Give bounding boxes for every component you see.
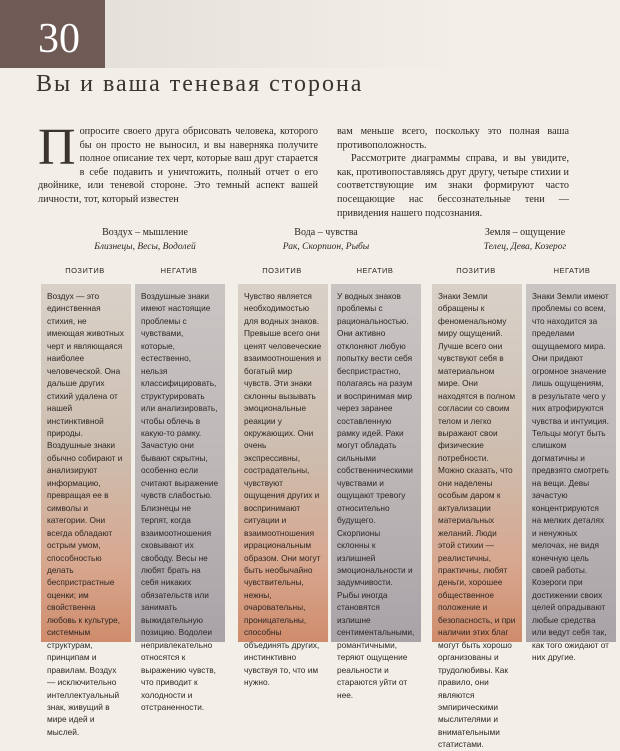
label-negative-water: НЕГАТИВ bbox=[356, 266, 394, 275]
intro-right-column bbox=[337, 125, 569, 220]
page-number: 30 bbox=[38, 16, 80, 62]
column-negative-earth bbox=[526, 284, 616, 663]
element-heading-earth: Земля – ощущение bbox=[484, 227, 566, 238]
element-signs-air: Близнецы, Весы, Водолей bbox=[94, 242, 196, 252]
intro-paragraph-1-continued: вам меньше всего, поскольку это полная ваша противоположность. bbox=[337, 126, 569, 151]
label-positive-earth: ПОЗИТИВ bbox=[456, 266, 496, 275]
element-signs-earth: Телец, Дева, Козерог bbox=[483, 242, 567, 252]
label-positive-water: ПОЗИТИВ bbox=[262, 266, 302, 275]
element-heading-water: Вода – чувства bbox=[294, 227, 358, 238]
text-negative-earth: Знаки Земли имеют проблемы со всем, что находится за пределами ощущаемого мира. Они придают огромное значение лишь ощущениям, в результате чего у них атрофируются чувства и интуиция. Тельцы могут быть слишком догматичны и предвзято смотреть на вещи. Девы зачастую концентрируются на мелких деталях и ненужных мелочах, не видя конечную цель своей работы. Козероги при достижении своих целей опрадывают любые средства или ведут себя так, как того ожидают от них другие. bbox=[532, 291, 609, 663]
column-positive-earth bbox=[432, 284, 522, 750]
element-heading-air: Воздух – мышление bbox=[102, 227, 188, 238]
label-negative-earth: НЕГАТИВ bbox=[553, 266, 591, 275]
header-band bbox=[105, 0, 620, 68]
text-positive-air: Воздух — это единственная стихия, не имеющая животных черт и являющаяся наиболее человеческой. Она дальше других стихий удалена от нашей инстинктивной природы. Воздушные знаки обычно собирают и анализируют информацию, превращая ее в символы и категории. Они всегда обладают острым умом, способностью делать беспристрастные оценки; им свойственна любовь к культуре, системным структурам, принципам и правилам. Воздух — исключительно интеллектуальный знак, живущий в мире идей и мыслей. bbox=[47, 291, 124, 737]
column-positive-air bbox=[41, 284, 131, 737]
text-negative-water: У водных знаков проблемы с рациональностью. Они активно отклоняют любую попытку вести себя беспристрастно, полагаясь на разум и воспринимая мир через заранее составленную рамку идей. Раки могут обладать сильными собственническими чувствами и ощущают тревогу относительно будущего. Скорпионы склонны к излишней эмоциональности и задумчивости. Рыбы иногда становятся излишне сентиментальными, романтичными, теряют ощущение реальности и стараются уйти от нее. bbox=[337, 291, 415, 700]
text-positive-earth: Знаки Земли обращены к феноменальному миру ощущений. Лучше всего они чувствуют себя в материальном мире. Они находятся в полном согласии со своим телом и легко выражают свои физические потребности. Можно сказать, что они наделены особым даром к актуализации материальных желаний. Люди этой стихии — реалистичны, практичны, любят деньги, хорошее общественное положение и безопасность, и при наличии этих благ могут быть хорошо организованы и трудолюбивы. Как правило, они являются эмпирическими мыслителями и внимательными статистами. bbox=[438, 291, 516, 750]
text-positive-water: Чувство является необходимостью для водных знаков. Превыше всего они ценят человеческие взаимоотношения и богатый мир чувств. Эти знаки склонны вызывать эмоциональные реакции у окружающих. Они очень экспрессивны, сострадательны, чувствуют ощущения других и воспринимают ситуации и взаимоотношения иррациональным образом. Они могут быть необычайно чувствительны, нежны, очаровательны, проницательны, способны объединять других, инстинктивно чувствуя то, что им нужно. bbox=[244, 291, 322, 688]
element-signs-water: Рак, Скорпион, Рыбы bbox=[282, 242, 370, 252]
column-positive-water bbox=[238, 284, 328, 688]
column-negative-water bbox=[331, 284, 421, 700]
intro-left-column bbox=[38, 119, 318, 207]
label-negative-air: НЕГАТИВ bbox=[160, 266, 198, 275]
drop-cap: П bbox=[38, 119, 76, 176]
intro-paragraph-1: опросите своего друга обрисовать человека, которого бы он просто не выносил, и вы наверняка получите полное описание тех черт, которые ваш друг старается в себе подавить и уничтожить, полный отчет о его двойнике, или теневой стороне. Это темный аспект вашей личности, тот, который известен bbox=[38, 126, 318, 205]
page-title: Вы и ваша теневая сторона bbox=[36, 71, 364, 97]
label-positive-air: ПОЗИТИВ bbox=[65, 266, 105, 275]
column-negative-air bbox=[135, 284, 225, 712]
text-negative-air: Воздушные знаки имеют настоящие проблемы с чувствами, которые, естественно, нельзя классифицировать, структурировать или анализировать, чтобы облечь в какую-то рамку. Зачастую они бывают скрытны, особенно если считают выражение чувств слабостью. Близнецы не терпят, когда взаимоотношения сковывают их свободу. Весы не любят брать на себя никаких обязательств или занимать выжидательную позицию. Водолеи непривлекательно относятся к выражению чувств, что приводит к холодности и отстраненности. bbox=[141, 291, 219, 712]
intro-paragraph-2: Рассмотрите диаграммы справа, и вы увидите, как, противопоставляясь друг другу, четыре стихии и соответствующие им знаки формируют часто посещающие нас бессознательные тени — привидения нашего подсознания. bbox=[337, 153, 569, 219]
